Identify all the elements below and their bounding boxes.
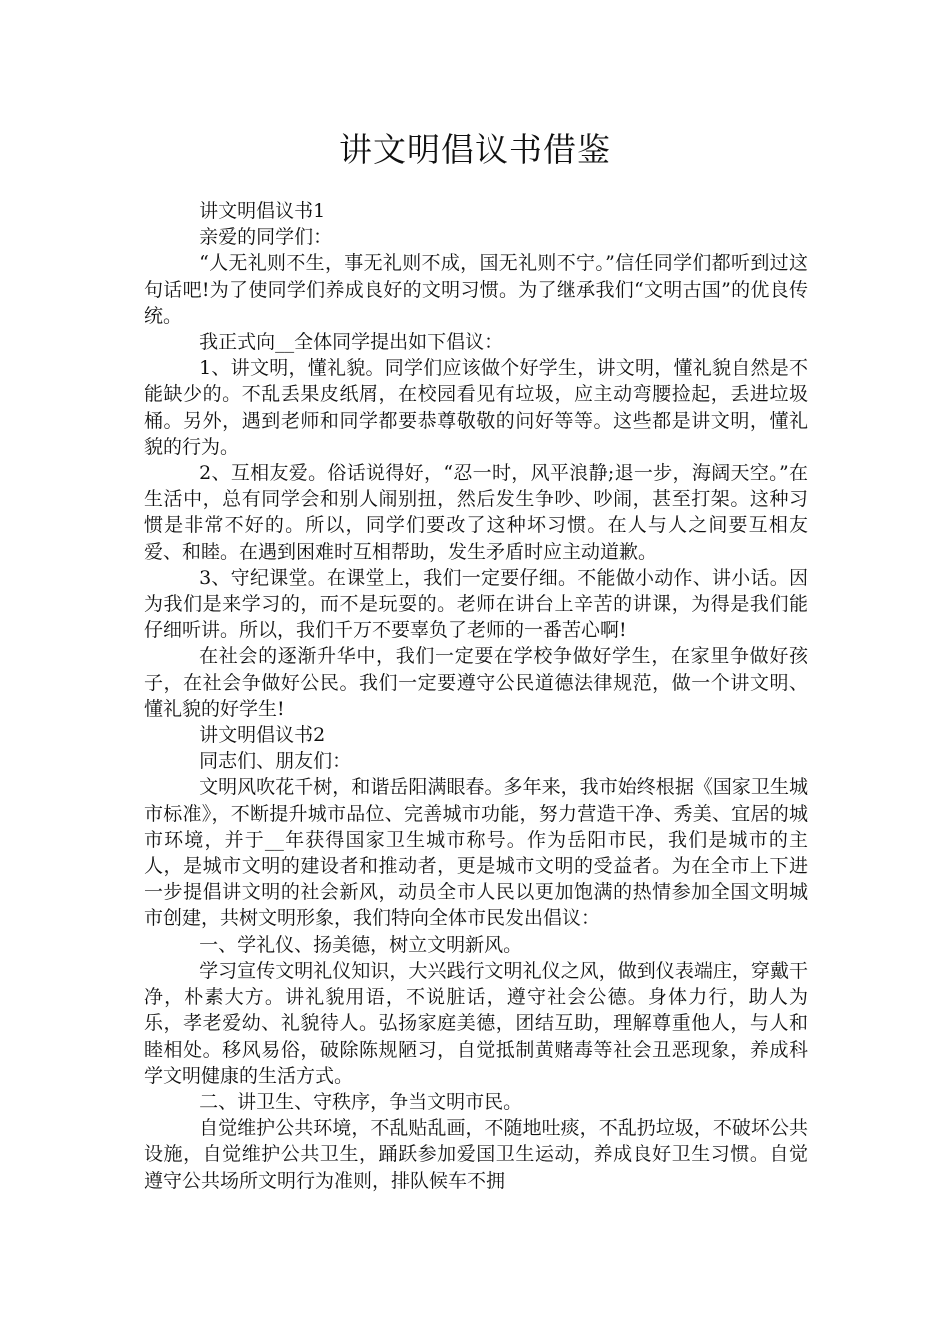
section-heading-2: 讲文明倡议书2 (199, 724, 326, 747)
paragraph-intro-quote: “人无礼则不生，事无礼则不成，国无礼则不宁。”信任同学们都听到过这句话吧!为了使同学们养成良好的文明习惯。为了继承我们“文明古国”的优良传统。 (144, 252, 808, 327)
paragraph-item-1: 1、讲文明，懂礼貌。同学们应该做个好学生，讲文明，懂礼貌自然是不能缺少的。不乱丢果皮纸屑，在校园看见有垃圾，应主动弯腰捡起，丢进垃圾桶。另外，遇到老师和同学都要恭尊敬敬的问好等等。这些都是讲文明，懂礼貌的行为。 (144, 357, 808, 458)
salutation-2: 同志们、朋友们： (199, 750, 352, 773)
paragraph-etiquette: 学习宣传文明礼仪知识，大兴践行文明礼仪之风，做到仪表端庄，穿戴干净，朴素大方。讲礼貌用语，不说脏话，遵守社会公德。身体力行，助人为乐，孝老爱幼、礼貌待人。弘扬家庭美德，团结互助，理解尊重他人，与人和睦相处。移风易俗，破除陈规陋习，自觉抵制黄赌毒等社会丑恶现象，养成科学文明健康的生活方式。 (144, 959, 808, 1087)
subheading-two: 二、讲卫生、守秩序，争当文明市民。 (199, 1090, 523, 1113)
document-body (144, 198, 808, 1194)
paragraph-item-2: 2、互相友爱。俗话说得好，“忍一时，风平浪静;退一步，海阔天空。”在生活中，总有同学会和别人闹别扭，然后发生争吵、吵闹，甚至打架。这种习惯是非常不好的。所以，同学们要改了这种坏习惯。在人与人之间要互相友爱、和睦。在遇到困难时互相帮助，发生矛盾时应主动道歉。 (144, 462, 808, 563)
salutation-1: 亲爱的同学们： (199, 226, 333, 249)
subheading-one: 一、学礼仪、扬美德，树立文明新风。 (199, 933, 523, 956)
paragraph-item-3: 3、守纪课堂。在课堂上，我们一定要仔细。不能做小动作、讲小话。因为我们是来学习的，而不是玩耍的。老师在讲台上辛苦的讲课，为得是我们能仔细听讲。所以，我们千万不要辜负了老师的一番苦心啊! (144, 566, 808, 642)
paragraph-proposal-lead: 我正式向__全体同学提出如下倡议： (199, 331, 504, 354)
paragraph-city-intro: 文明风吹花千树，和谐岳阳满眼春。多年来，我市始终根据《国家卫生城市标准》，不断提升城市品位、完善城市功能，努力营造干净、秀美、宜居的城市环境，并于__年获得国家卫生城市称号。作为岳阳市民，我们是城市的主人，是城市文明的建设者和推动者，更是城市文明的受益者。为在全市上下进一步提倡讲文明的社会新风，动员全市人民以更加饱满的热情参加全国文明城市创建，共树文明形象，我们特向全体市民发出倡议： (144, 776, 808, 930)
paragraph-conclusion-1: 在社会的逐渐升华中，我们一定要在学校争做好学生，在家里争做好孩子，在社会争做好公民。我们一定要遵守公民道德法律规范，做一个讲文明、懂礼貌的好学生! (144, 645, 808, 720)
section-heading-1: 讲文明倡议书1 (199, 200, 326, 222)
paragraph-hygiene: 自觉维护公共环境，不乱贴乱画，不随地吐痰，不乱扔垃圾，不破坏公共设施，自觉维护公共卫生，踊跃参加爱国卫生运动，养成良好卫生习惯。自觉遵守公共场所文明行为准则，排队候车不拥 (144, 1117, 808, 1192)
document-title: 讲文明倡议书借鉴 (339, 130, 611, 169)
